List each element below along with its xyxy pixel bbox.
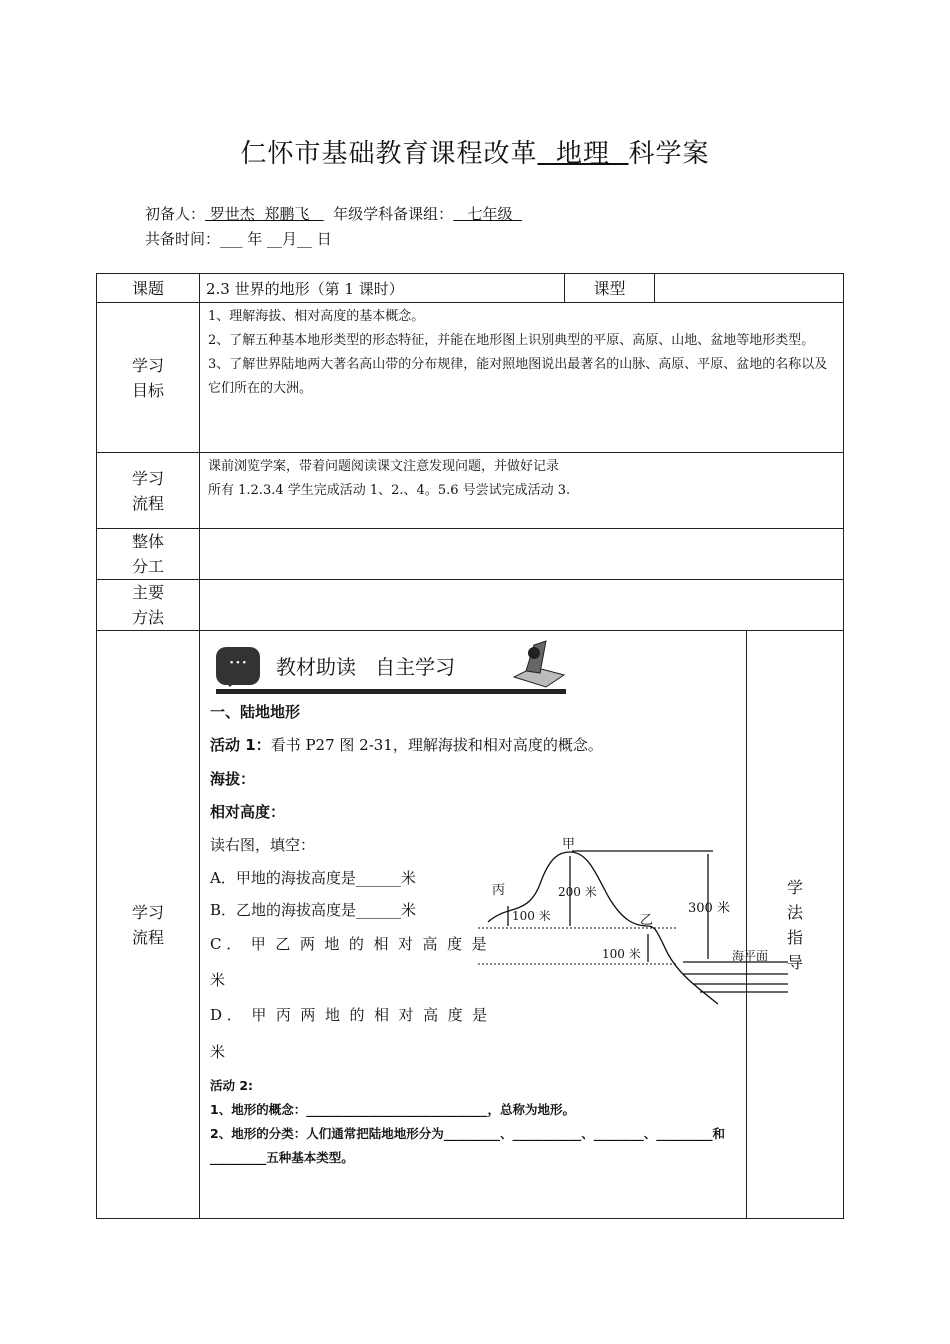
- question-d-unit: 米: [210, 1043, 226, 1061]
- method-value: [200, 580, 844, 631]
- read-instruction: 读右图，填空：: [210, 836, 316, 854]
- type-label: 课型: [565, 274, 655, 303]
- question-d: D ． 甲 丙 两 地 的 相 对 高 度 是: [210, 1006, 488, 1024]
- type-value: [655, 274, 844, 303]
- relative-height-label: 相对高度：: [210, 803, 286, 821]
- question-c: C ． 甲 乙 两 地 的 相 对 高 度 是: [210, 935, 487, 953]
- flow-item: 课前浏览学案，带着问题阅读课文注意发现问题，并做好记录: [208, 459, 560, 474]
- goals-label: 学习 目标: [97, 303, 200, 453]
- flow2-label: 学习 流程: [97, 631, 200, 1219]
- label-200: 200 米: [558, 885, 597, 899]
- label-300: 300 米: [688, 901, 730, 916]
- flow-item: 所有 1.2.3.4 学生完成活动 1、2.、4。5.6 号尝试完成活动 3.: [208, 483, 571, 498]
- flow-label: 学习 流程: [97, 453, 200, 529]
- preparer-line: 初备人： 罗世杰 郑鹏飞 年级学科备课组： 七年级: [145, 205, 523, 223]
- question-a: A．甲地的海拔高度是______米: [210, 869, 416, 887]
- flow-cell: [200, 453, 844, 529]
- question-b: B．乙地的海拔高度是______米: [210, 901, 417, 919]
- label-100b: 100 米: [602, 947, 641, 961]
- activity1: 活动 1：看书 P27 图 2-31，理解海拔和相对高度的概念。: [210, 736, 603, 754]
- guide-label: 学 法 指 导: [747, 631, 844, 1219]
- goals-cell: [200, 303, 844, 453]
- label-bing: 丙: [492, 883, 506, 898]
- lesson-table: [96, 273, 844, 1219]
- goal-item: 3、了解世界陆地两大著名高山带的分布规律，能对照地图说出最著名的山脉、高原、平原、盆地的名称以及它们所在的大洲。: [208, 357, 828, 396]
- topic-label: 课题: [97, 274, 200, 303]
- banner-title: 教材助读 自主学习: [276, 655, 456, 679]
- altitude-label: 海拔：: [210, 770, 256, 788]
- topic-value: 2.3 世界的地形（第 1 课时）: [200, 274, 565, 303]
- activity2-line2: 2、地形的分类：人们通常把陆地地形分为_________、___________、________、_________和: [210, 1126, 725, 1141]
- title-subject: 地理: [537, 139, 629, 169]
- question-c-unit: 米: [210, 971, 226, 989]
- division-label: 整体 分工: [97, 529, 200, 580]
- page-title: 仁怀市基础教育课程改革 地理 科学案: [240, 139, 710, 169]
- elevation-diagram: [478, 834, 798, 1014]
- label-jia: 甲: [562, 837, 576, 852]
- label-100a: 100 米: [512, 909, 551, 923]
- activity2-line3: _________五种基本类型。: [210, 1150, 354, 1165]
- section1-heading: 一、陆地地形: [210, 703, 301, 721]
- label-yi: 乙: [640, 913, 654, 928]
- division-value: [200, 529, 844, 580]
- chat-bubble-icon: ···: [216, 647, 260, 685]
- label-sea: 海平面: [732, 949, 769, 963]
- goal-item: 2、了解五种基本地形类型的形态特征，并能在地形图上识别典型的平原、高原、山地、盆地等地形类型。: [208, 333, 815, 348]
- time-line: 共备时间：___ 年 __月__ 日: [145, 230, 332, 248]
- content-cell: [200, 631, 769, 1219]
- group-value: 七年级: [453, 205, 523, 223]
- activity2-line1: 1、地形的概念：_____________________________，总称为地形。: [210, 1102, 575, 1117]
- preparer-value: 罗世杰 郑鹏飞: [205, 205, 324, 223]
- goal-item: 1、理解海拔、相对高度的基本概念。: [208, 309, 425, 324]
- method-label: 主要 方法: [97, 580, 200, 631]
- activity2-label: 活动 2:: [210, 1078, 254, 1093]
- book-icon: [506, 637, 566, 693]
- section-banner: [216, 637, 746, 699]
